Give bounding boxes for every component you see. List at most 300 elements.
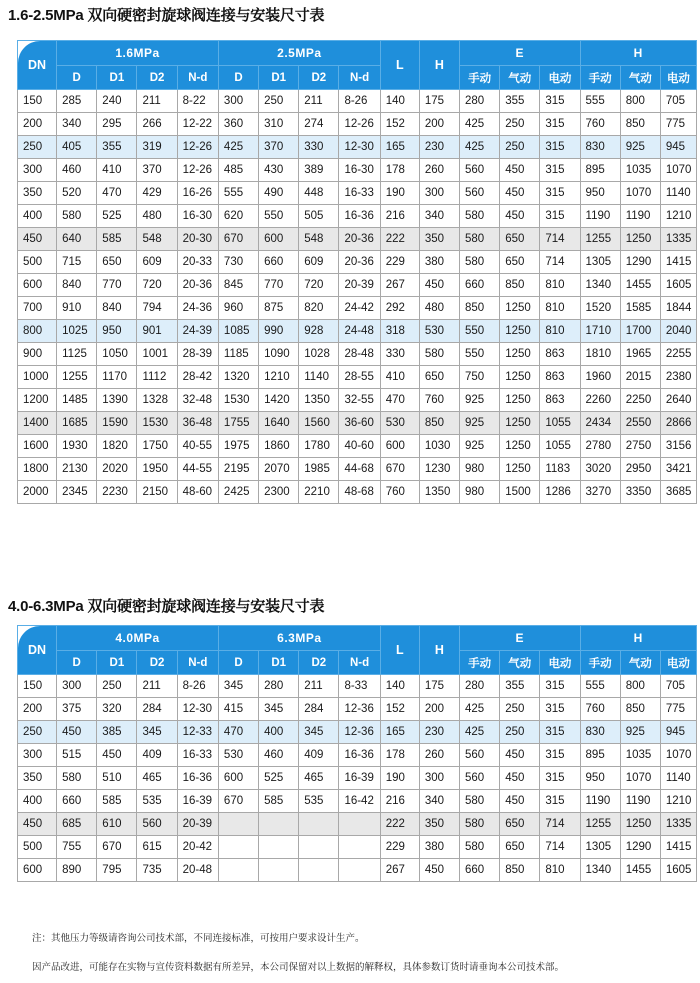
table-cell: 16-36 bbox=[177, 767, 218, 790]
table-cell: 830 bbox=[580, 721, 620, 744]
table-cell: 760 bbox=[580, 113, 620, 136]
table-cell: 1985 bbox=[299, 458, 339, 481]
l-header: L bbox=[380, 41, 419, 90]
table-cell: 714 bbox=[540, 813, 580, 836]
table-cell: 845 bbox=[218, 274, 258, 297]
table-cell: 1255 bbox=[580, 813, 620, 836]
table-cell: 1755 bbox=[218, 412, 258, 435]
table-cell: 1190 bbox=[620, 790, 660, 813]
column-header: 电动 bbox=[540, 651, 580, 675]
table-cell: 560 bbox=[137, 813, 177, 836]
dn-cell: 1800 bbox=[18, 458, 57, 481]
table-cell: 850 bbox=[419, 412, 459, 435]
table-cell: 24-39 bbox=[177, 320, 218, 343]
table-cell: 928 bbox=[299, 320, 339, 343]
table-cell: 222 bbox=[380, 228, 419, 251]
table-cell: 670 bbox=[380, 458, 419, 481]
table-cell: 1750 bbox=[137, 435, 177, 458]
table-cell: 44-68 bbox=[339, 458, 380, 481]
column-header: 手动 bbox=[580, 66, 620, 90]
table-cell: 2015 bbox=[620, 366, 660, 389]
table-row bbox=[18, 366, 697, 389]
table-cell: 1530 bbox=[137, 412, 177, 435]
table-cell: 660 bbox=[57, 790, 97, 813]
table-cell: 140 bbox=[380, 90, 419, 113]
table-cell: 24-36 bbox=[177, 297, 218, 320]
table-cell: 609 bbox=[299, 251, 339, 274]
dimension-table-2 bbox=[17, 625, 697, 882]
table-cell: 211 bbox=[137, 675, 177, 698]
table-cell: 555 bbox=[580, 675, 620, 698]
table-cell: 525 bbox=[97, 205, 137, 228]
table-cell: 315 bbox=[540, 159, 580, 182]
table-cell: 175 bbox=[419, 90, 459, 113]
table-cell: 295 bbox=[97, 113, 137, 136]
table-cell: 470 bbox=[380, 389, 419, 412]
table-cell: 620 bbox=[218, 205, 258, 228]
table-cell: 1170 bbox=[97, 366, 137, 389]
table-cell: 20-30 bbox=[177, 228, 218, 251]
table-cell: 1185 bbox=[218, 343, 258, 366]
table-cell: 2640 bbox=[660, 389, 696, 412]
table-cell: 12-26 bbox=[177, 159, 218, 182]
table-cell: 1305 bbox=[580, 251, 620, 274]
table-cell: 1685 bbox=[57, 412, 97, 435]
table-cell: 550 bbox=[460, 320, 500, 343]
table-cell: 1960 bbox=[580, 366, 620, 389]
table-cell: 1140 bbox=[299, 366, 339, 389]
dn-cell: 600 bbox=[18, 274, 57, 297]
table-cell: 770 bbox=[259, 274, 299, 297]
dn-cell: 700 bbox=[18, 297, 57, 320]
table-cell: 650 bbox=[500, 836, 540, 859]
column-header: 气动 bbox=[620, 651, 660, 675]
table-cell: 950 bbox=[97, 320, 137, 343]
table-cell: 3685 bbox=[660, 481, 696, 504]
table-cell: 609 bbox=[137, 251, 177, 274]
table-cell: 850 bbox=[620, 113, 660, 136]
table-cell: 178 bbox=[380, 744, 419, 767]
table-cell: 8-26 bbox=[177, 675, 218, 698]
table-cell: 650 bbox=[419, 366, 459, 389]
dn-cell: 250 bbox=[18, 136, 57, 159]
table-cell: 800 bbox=[620, 90, 660, 113]
table-cell: 1290 bbox=[620, 836, 660, 859]
table-cell: 685 bbox=[57, 813, 97, 836]
table-cell: 925 bbox=[460, 435, 500, 458]
table-cell: 450 bbox=[419, 859, 459, 882]
table-cell: 320 bbox=[97, 698, 137, 721]
table-cell: 2230 bbox=[97, 481, 137, 504]
dn-header: DN bbox=[18, 41, 57, 90]
table-cell: 28-48 bbox=[339, 343, 380, 366]
table-cell: 980 bbox=[460, 481, 500, 504]
table-cell: 165 bbox=[380, 136, 419, 159]
pressure-group-header: 4.0MPa bbox=[57, 626, 219, 651]
table-cell bbox=[299, 813, 339, 836]
table-cell: 425 bbox=[460, 136, 500, 159]
table-cell: 1055 bbox=[540, 435, 580, 458]
table-cell: 370 bbox=[259, 136, 299, 159]
table-cell: 775 bbox=[660, 113, 696, 136]
table-cell: 615 bbox=[137, 836, 177, 859]
table-cell: 20-33 bbox=[177, 251, 218, 274]
table-cell bbox=[299, 859, 339, 882]
table-cell: 48-68 bbox=[339, 481, 380, 504]
table-cell: 810 bbox=[540, 859, 580, 882]
table-cell: 285 bbox=[57, 90, 97, 113]
table-cell: 1070 bbox=[660, 744, 696, 767]
table-cell: 640 bbox=[57, 228, 97, 251]
table-cell: 1320 bbox=[218, 366, 258, 389]
table-cell: 950 bbox=[580, 767, 620, 790]
table-cell: 345 bbox=[299, 721, 339, 744]
table-cell: 216 bbox=[380, 205, 419, 228]
h-header: H bbox=[419, 626, 459, 675]
h-group-header: H bbox=[580, 626, 696, 651]
table-cell: 705 bbox=[660, 675, 696, 698]
table-cell: 211 bbox=[299, 675, 339, 698]
table-cell: 2950 bbox=[620, 458, 660, 481]
table-cell: 340 bbox=[419, 205, 459, 228]
table-cell: 730 bbox=[218, 251, 258, 274]
table-cell: 3350 bbox=[620, 481, 660, 504]
table-cell: 229 bbox=[380, 251, 419, 274]
table-cell: 1950 bbox=[137, 458, 177, 481]
table-cell: 1965 bbox=[620, 343, 660, 366]
table-cell: 292 bbox=[380, 297, 419, 320]
table-cell: 670 bbox=[97, 836, 137, 859]
table-cell: 450 bbox=[500, 159, 540, 182]
table-cell: 1780 bbox=[299, 435, 339, 458]
table-cell: 16-39 bbox=[177, 790, 218, 813]
table-cell: 12-36 bbox=[339, 698, 380, 721]
table-cell: 714 bbox=[540, 836, 580, 859]
table-cell: 28-39 bbox=[177, 343, 218, 366]
table-cell: 945 bbox=[660, 721, 696, 744]
column-header: 气动 bbox=[620, 66, 660, 90]
table-cell: 2780 bbox=[580, 435, 620, 458]
table-cell: 425 bbox=[460, 113, 500, 136]
table-cell: 1286 bbox=[540, 481, 580, 504]
table-cell: 319 bbox=[137, 136, 177, 159]
table-cell: 715 bbox=[57, 251, 97, 274]
table-cell: 1255 bbox=[580, 228, 620, 251]
dn-cell: 350 bbox=[18, 767, 57, 790]
table-cell bbox=[259, 836, 299, 859]
table-cell: 1305 bbox=[580, 836, 620, 859]
table-cell: 1250 bbox=[500, 343, 540, 366]
column-header: D bbox=[218, 651, 258, 675]
table-cell: 1340 bbox=[580, 274, 620, 297]
dn-cell: 450 bbox=[18, 228, 57, 251]
dn-cell: 150 bbox=[18, 675, 57, 698]
table-cell: 2380 bbox=[660, 366, 696, 389]
table-cell: 20-39 bbox=[177, 813, 218, 836]
dn-cell: 300 bbox=[18, 744, 57, 767]
column-header: D2 bbox=[299, 66, 339, 90]
dn-cell: 350 bbox=[18, 182, 57, 205]
table-cell: 760 bbox=[580, 698, 620, 721]
table-cell: 16-39 bbox=[339, 767, 380, 790]
table-cell: 380 bbox=[419, 251, 459, 274]
pressure-group-header: 6.3MPa bbox=[218, 626, 380, 651]
table-cell: 8-33 bbox=[339, 675, 380, 698]
table-cell: 20-42 bbox=[177, 836, 218, 859]
table-cell: 300 bbox=[419, 182, 459, 205]
table-cell: 1605 bbox=[660, 859, 696, 882]
table-row bbox=[18, 113, 697, 136]
table-cell: 12-26 bbox=[339, 113, 380, 136]
dn-cell: 500 bbox=[18, 836, 57, 859]
table-cell: 409 bbox=[299, 744, 339, 767]
table-cell: 16-26 bbox=[177, 182, 218, 205]
table-cell: 810 bbox=[540, 274, 580, 297]
table-cell: 530 bbox=[419, 320, 459, 343]
table-row bbox=[18, 389, 697, 412]
table-cell: 550 bbox=[460, 343, 500, 366]
table-cell: 1190 bbox=[580, 790, 620, 813]
table-cell: 1090 bbox=[259, 343, 299, 366]
table-cell: 2300 bbox=[259, 481, 299, 504]
column-header: 电动 bbox=[540, 66, 580, 90]
table-cell: 200 bbox=[419, 113, 459, 136]
table-row bbox=[18, 859, 697, 882]
table-cell: 714 bbox=[540, 251, 580, 274]
table-cell: 2550 bbox=[620, 412, 660, 435]
e-group-header: E bbox=[460, 41, 581, 66]
table-cell: 1500 bbox=[500, 481, 540, 504]
dn-cell: 300 bbox=[18, 159, 57, 182]
table-cell: 315 bbox=[540, 136, 580, 159]
table-cell: 1455 bbox=[620, 274, 660, 297]
table-cell: 560 bbox=[460, 159, 500, 182]
table-cell: 925 bbox=[620, 721, 660, 744]
table-cell: 610 bbox=[97, 813, 137, 836]
table-row bbox=[18, 435, 697, 458]
table-cell: 250 bbox=[500, 136, 540, 159]
table-cell: 460 bbox=[57, 159, 97, 182]
table-cell: 755 bbox=[57, 836, 97, 859]
table-cell: 2020 bbox=[97, 458, 137, 481]
column-header: D2 bbox=[137, 651, 177, 675]
table-cell: 345 bbox=[218, 675, 258, 698]
column-header: N-d bbox=[339, 651, 380, 675]
table-cell: 465 bbox=[299, 767, 339, 790]
column-header: D bbox=[57, 651, 97, 675]
table-cell: 1035 bbox=[620, 744, 660, 767]
table-cell bbox=[339, 836, 380, 859]
table-cell: 370 bbox=[137, 159, 177, 182]
table-cell: 280 bbox=[460, 675, 500, 698]
table-cell: 315 bbox=[540, 182, 580, 205]
table-cell: 250 bbox=[259, 90, 299, 113]
table-cell: 810 bbox=[540, 297, 580, 320]
column-header: 手动 bbox=[580, 651, 620, 675]
table-cell: 580 bbox=[460, 836, 500, 859]
table-cell: 720 bbox=[299, 274, 339, 297]
table-cell: 1210 bbox=[259, 366, 299, 389]
table-cell: 895 bbox=[580, 744, 620, 767]
table-cell: 1415 bbox=[660, 251, 696, 274]
table-cell: 340 bbox=[57, 113, 97, 136]
table-row bbox=[18, 412, 697, 435]
table-cell: 650 bbox=[500, 251, 540, 274]
table-cell: 450 bbox=[500, 205, 540, 228]
table-cell: 560 bbox=[460, 182, 500, 205]
table-cell: 1415 bbox=[660, 836, 696, 859]
table-cell: 430 bbox=[259, 159, 299, 182]
table-cell: 840 bbox=[97, 297, 137, 320]
table-cell: 425 bbox=[218, 136, 258, 159]
table-cell: 2866 bbox=[660, 412, 696, 435]
table-cell: 36-60 bbox=[339, 412, 380, 435]
table-cell: 230 bbox=[419, 136, 459, 159]
table-cell: 555 bbox=[580, 90, 620, 113]
table-cell: 450 bbox=[500, 767, 540, 790]
table-row bbox=[18, 182, 697, 205]
table-cell: 385 bbox=[97, 721, 137, 744]
dn-cell: 450 bbox=[18, 813, 57, 836]
table-cell: 670 bbox=[218, 790, 258, 813]
table-cell: 850 bbox=[620, 698, 660, 721]
table-cell: 840 bbox=[57, 274, 97, 297]
table-cell: 24-48 bbox=[339, 320, 380, 343]
table-cell: 1820 bbox=[97, 435, 137, 458]
h-header: H bbox=[419, 41, 459, 90]
column-header: 电动 bbox=[660, 66, 696, 90]
table-cell: 720 bbox=[137, 274, 177, 297]
table-row bbox=[18, 675, 697, 698]
table-cell: 12-26 bbox=[177, 136, 218, 159]
table-cell: 960 bbox=[218, 297, 258, 320]
dn-cell: 600 bbox=[18, 859, 57, 882]
table-cell: 1250 bbox=[620, 228, 660, 251]
table-cell: 28-55 bbox=[339, 366, 380, 389]
table-cell: 1975 bbox=[218, 435, 258, 458]
h-group-header: H bbox=[580, 41, 696, 66]
table-cell: 425 bbox=[460, 721, 500, 744]
column-header: 气动 bbox=[500, 66, 540, 90]
table-cell: 2255 bbox=[660, 343, 696, 366]
table-cell: 1190 bbox=[620, 205, 660, 228]
table-cell: 1350 bbox=[299, 389, 339, 412]
table-cell bbox=[218, 836, 258, 859]
dn-cell: 1000 bbox=[18, 366, 57, 389]
table-cell: 16-42 bbox=[339, 790, 380, 813]
table-cell: 425 bbox=[460, 698, 500, 721]
table-cell: 600 bbox=[218, 767, 258, 790]
table-cell: 2070 bbox=[259, 458, 299, 481]
table-cell: 650 bbox=[500, 813, 540, 836]
table-cell: 2345 bbox=[57, 481, 97, 504]
table-cell: 660 bbox=[460, 274, 500, 297]
table-row bbox=[18, 458, 697, 481]
table-cell: 360 bbox=[218, 113, 258, 136]
table-cell: 670 bbox=[218, 228, 258, 251]
table-cell: 1030 bbox=[419, 435, 459, 458]
table-cell: 410 bbox=[97, 159, 137, 182]
table-cell: 1140 bbox=[660, 767, 696, 790]
table-cell: 345 bbox=[137, 721, 177, 744]
column-header: D2 bbox=[137, 66, 177, 90]
table1-title: 1.6-2.5MPa 双向硬密封旋球阀连接与安装尺寸表 bbox=[8, 7, 325, 24]
table-cell: 178 bbox=[380, 159, 419, 182]
table-cell: 775 bbox=[660, 698, 696, 721]
dn-cell: 200 bbox=[18, 698, 57, 721]
table-cell: 535 bbox=[299, 790, 339, 813]
table-cell: 1028 bbox=[299, 343, 339, 366]
table-cell: 890 bbox=[57, 859, 97, 882]
table-cell: 315 bbox=[540, 767, 580, 790]
table-cell: 1250 bbox=[620, 813, 660, 836]
table-cell: 1710 bbox=[580, 320, 620, 343]
table-cell: 345 bbox=[259, 698, 299, 721]
table-cell: 32-55 bbox=[339, 389, 380, 412]
table-cell: 485 bbox=[218, 159, 258, 182]
table-row bbox=[18, 251, 697, 274]
table-cell: 40-60 bbox=[339, 435, 380, 458]
table-cell: 2195 bbox=[218, 458, 258, 481]
table-cell: 1700 bbox=[620, 320, 660, 343]
table-cell: 1860 bbox=[259, 435, 299, 458]
table-cell: 2260 bbox=[580, 389, 620, 412]
table-cell: 505 bbox=[299, 205, 339, 228]
table-cell: 580 bbox=[460, 813, 500, 836]
table-row bbox=[18, 836, 697, 859]
table-cell: 1255 bbox=[57, 366, 97, 389]
table-cell bbox=[218, 813, 258, 836]
table-cell: 875 bbox=[259, 297, 299, 320]
table-row bbox=[18, 90, 697, 113]
table-cell: 16-36 bbox=[339, 744, 380, 767]
table-cell: 16-30 bbox=[177, 205, 218, 228]
column-header: D1 bbox=[97, 651, 137, 675]
table-cell: 1035 bbox=[620, 159, 660, 182]
table-cell: 2750 bbox=[620, 435, 660, 458]
table-cell: 355 bbox=[500, 675, 540, 698]
table-cell: 280 bbox=[460, 90, 500, 113]
table-cell: 2250 bbox=[620, 389, 660, 412]
table-cell: 267 bbox=[380, 274, 419, 297]
table-cell: 1560 bbox=[299, 412, 339, 435]
table-cell: 470 bbox=[97, 182, 137, 205]
table-cell: 405 bbox=[57, 136, 97, 159]
table-cell: 152 bbox=[380, 113, 419, 136]
table-cell: 480 bbox=[137, 205, 177, 228]
table-cell: 714 bbox=[540, 228, 580, 251]
table-cell: 530 bbox=[218, 744, 258, 767]
table-cell: 1190 bbox=[580, 205, 620, 228]
column-header: 电动 bbox=[660, 651, 696, 675]
table-cell: 240 bbox=[97, 90, 137, 113]
table-cell: 2210 bbox=[299, 481, 339, 504]
table-cell: 1930 bbox=[57, 435, 97, 458]
table-cell: 315 bbox=[540, 721, 580, 744]
dimension-table-1 bbox=[17, 40, 697, 504]
e-group-header: E bbox=[460, 626, 581, 651]
table-cell: 315 bbox=[540, 698, 580, 721]
table-row bbox=[18, 698, 697, 721]
table-cell: 2434 bbox=[580, 412, 620, 435]
table-cell: 580 bbox=[460, 228, 500, 251]
table-cell: 1810 bbox=[580, 343, 620, 366]
table-cell: 800 bbox=[620, 675, 660, 698]
table-cell: 284 bbox=[299, 698, 339, 721]
table-cell: 250 bbox=[97, 675, 137, 698]
table-cell: 580 bbox=[57, 767, 97, 790]
table-cell: 1585 bbox=[620, 297, 660, 320]
